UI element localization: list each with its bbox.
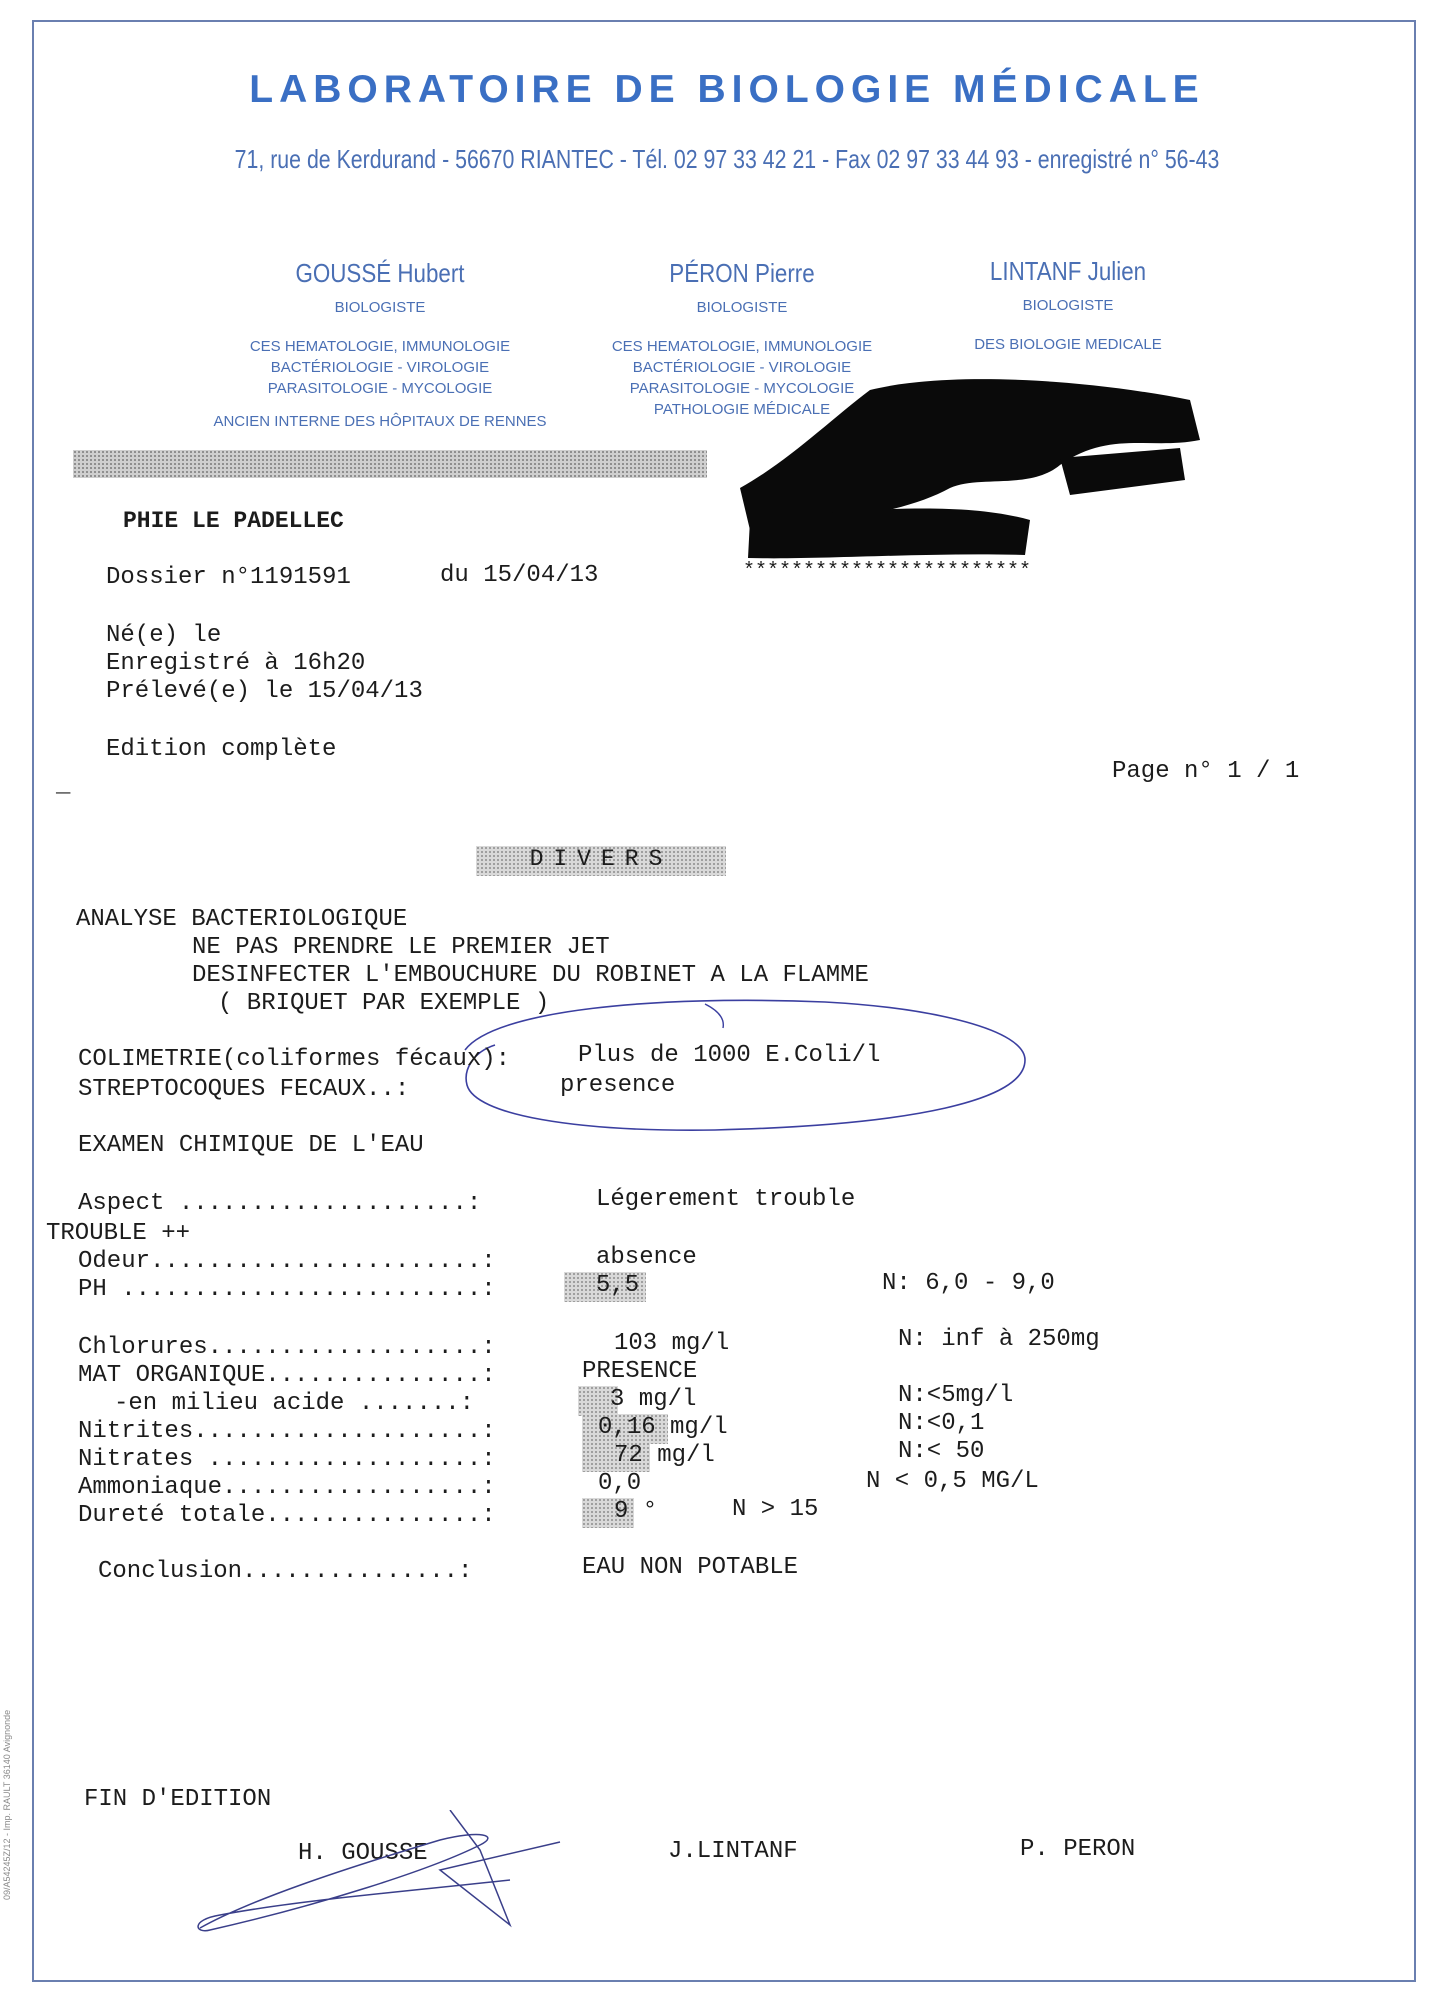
lab-address: 71, rue de Kerdurand - 56670 RIANTEC - Tél. 02 97 33 42 21 - Fax 02 97 33 44 93 - enregistré n° 56-43	[234, 144, 1220, 174]
colimetrie-label: COLIMETRIE(coliformes fécaux):	[78, 1046, 511, 1073]
biologist-name: LINTANF Julien	[989, 256, 1147, 286]
result-label: Nitrites....................:	[78, 1418, 496, 1445]
conclusion-label: Conclusion...............:	[98, 1558, 473, 1585]
shaded-header-bar	[73, 450, 707, 478]
result-value: 0,0	[598, 1470, 642, 1497]
trouble-note: TROUBLE ++	[46, 1220, 191, 1247]
result-label: Nitrates ...................:	[78, 1446, 496, 1473]
result-label: PH .........................:	[78, 1276, 496, 1303]
result-value: PRESENCE	[582, 1358, 698, 1385]
specialty-line: CES HEMATOLOGIE, IMMUNOLOGIE	[249, 338, 511, 355]
dossier-number: Dossier n°1191591	[106, 564, 351, 591]
result-value: 5,5	[596, 1272, 640, 1299]
result-norm: N:<5mg/l	[898, 1382, 1014, 1409]
result-label: -en milieu acide .......:	[114, 1390, 475, 1417]
result-value: 3 mg/l	[610, 1386, 697, 1413]
aspect-label: Aspect ....................:	[78, 1190, 482, 1217]
biologist-name: PÉRON Pierre	[669, 258, 815, 288]
dossier-date: du 15/04/13	[440, 562, 599, 589]
result-value: 9 °	[614, 1498, 658, 1525]
biologist-gousse	[200, 258, 560, 430]
aspect-value: Légerement trouble	[596, 1186, 856, 1213]
chimie-title: EXAMEN CHIMIQUE DE L'EAU	[78, 1132, 424, 1159]
handwritten-signature	[180, 1810, 600, 1950]
page-number: Page n° 1 / 1	[1112, 758, 1300, 785]
instruction-line: DESINFECTER L'EMBOUCHURE DU ROBINET A LA FLAMME	[192, 962, 869, 989]
specialty-line: PATHOLOGIE MÉDICALE	[653, 401, 831, 418]
specialty-line: CES HEMATOLOGIE, IMMUNOLOGIE	[611, 338, 873, 355]
signature-name-peron: P. PERON	[1020, 1836, 1136, 1863]
result-label: Dureté totale...............:	[78, 1502, 496, 1529]
biologist-name: GOUSSÉ Hubert	[295, 258, 465, 288]
result-value: absence	[596, 1244, 697, 1271]
biologist-extra: ANCIEN INTERNE DES HÔPITAUX DE RENNES	[213, 413, 547, 430]
result-label: Chlorures...................:	[78, 1334, 496, 1361]
result-norm: N:<0,1	[898, 1410, 985, 1437]
result-norm: N: 6,0 - 9,0	[882, 1270, 1055, 1297]
result-label: MAT ORGANIQUE...............:	[78, 1362, 496, 1389]
signature-name-lintanf: J.LINTANF	[668, 1838, 798, 1865]
dash-mark: _	[56, 772, 71, 799]
specialty-line: BACTÉRIOLOGIE - VIROLOGIE	[632, 359, 852, 376]
instruction-line: NE PAS PRENDRE LE PREMIER JET	[192, 934, 610, 961]
registered-time: Enregistré à 16h20	[106, 650, 366, 677]
edition-type: Edition complète	[106, 736, 337, 763]
streptococci-label: STREPTOCOQUES FECAUX..:	[78, 1076, 410, 1103]
specialty-line: DES BIOLOGIE MEDICALE	[974, 336, 1162, 353]
colimetrie-value: Plus de 1000 E.Coli/l	[578, 1042, 881, 1069]
streptococci-value: presence	[560, 1072, 676, 1099]
result-value: 72 mg/l	[614, 1442, 715, 1469]
specialty-line: PARASITOLOGIE - MYCOLOGIE	[629, 380, 855, 397]
patient-name: PHIE LE PADELLEC	[123, 508, 344, 534]
result-norm: N < 0,5 MG/L	[866, 1468, 1039, 1495]
result-value: 0,16 mg/l	[598, 1414, 728, 1441]
end-of-edition: FIN D'EDITION	[84, 1786, 272, 1813]
sampling-date: Prélevé(e) le 15/04/13	[106, 678, 423, 705]
result-norm: N: inf à 250mg	[898, 1326, 1100, 1353]
biologist-specialties	[888, 334, 1248, 355]
section-title: DIVERS	[529, 846, 673, 872]
biologist-specialties	[200, 336, 560, 399]
birth-date-label: Né(e) le	[106, 622, 222, 649]
biologist-role: BIOLOGISTE	[1022, 297, 1114, 314]
conclusion-value: EAU NON POTABLE	[582, 1554, 799, 1581]
result-label: Ammoniaque..................:	[78, 1474, 496, 1501]
signature-name-gousse: H. GOUSSE	[298, 1840, 428, 1867]
biologist-lintanf	[888, 256, 1248, 355]
bacterio-title: ANALYSE BACTERIOLOGIQUE	[76, 906, 408, 933]
specialty-line: PARASITOLOGIE - MYCOLOGIE	[267, 380, 493, 397]
result-value: 103 mg/l	[614, 1330, 730, 1357]
print-reference: 09/A54245Z/12 - Imp. RAULT 36140 Avignonde	[2, 1709, 12, 1900]
biologist-role: BIOLOGISTE	[696, 299, 788, 316]
specialty-line: BACTÉRIOLOGIE - VIROLOGIE	[270, 359, 490, 376]
masked-identifier: ************************	[743, 560, 1032, 583]
instruction-line: ( BRIQUET PAR EXEMPLE )	[218, 990, 550, 1017]
result-label: Odeur.......................:	[78, 1248, 496, 1275]
biologist-role: BIOLOGISTE	[334, 299, 426, 316]
result-norm: N:< 50	[898, 1438, 985, 1465]
redaction-mark	[730, 370, 1210, 570]
lab-name: LABORATOIRE DE BIOLOGIE MÉDICALE	[249, 68, 1205, 111]
result-norm: N > 15	[732, 1496, 819, 1523]
